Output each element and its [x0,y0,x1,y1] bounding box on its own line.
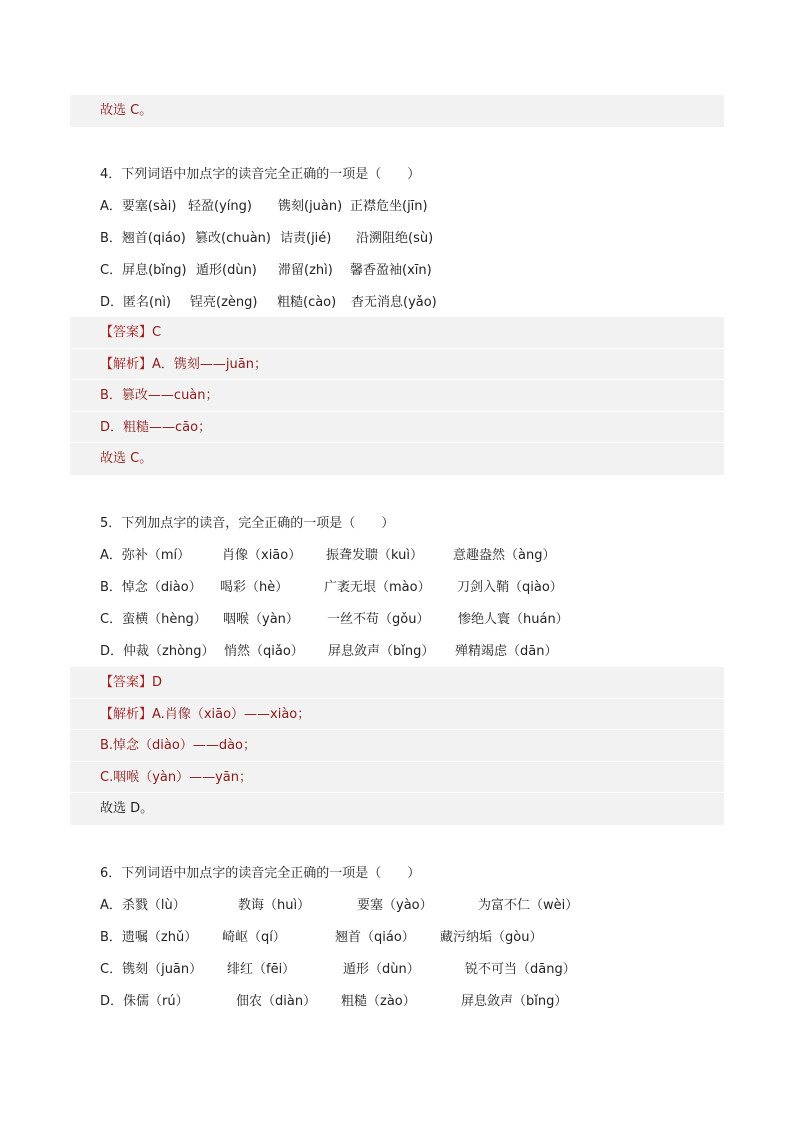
answer-value: C [152,325,162,340]
option-term: 翘首（qiáo） [335,930,415,945]
option-c [100,261,740,293]
option-term: B．翘首(qiáo) [100,231,186,246]
option-term: 一丝不苟（gǒu） [327,612,430,627]
option-term: 锃亮(zèng) [190,295,258,310]
option-d [100,992,740,1024]
option-term: 佃农（diàn） [236,994,317,1009]
conclusion-line: 故选 D。 [100,801,154,816]
question-stem: 5．下列加点字的读音，完全正确的一项是（ ） [100,516,395,531]
option-term: A．要塞(sài) [100,199,177,214]
option-term: 悄然（qiǎo） [224,644,304,659]
option-term: B．悼念（diào） [100,580,202,595]
option-term: 遁形（dùn） [343,962,420,977]
option-term: A．杀戮（lù） [100,898,186,913]
option-term: 屏息敛声（bǐng） [328,644,435,659]
option-term: 要塞（yào） [357,898,433,913]
option-b [100,229,740,261]
option-term: A．弥补（mí） [100,548,191,563]
option-term: B．遗嘱（zhǔ） [100,930,198,945]
option-term: D．匿名(nì) [100,295,172,310]
option-b [100,928,740,960]
option-a [100,546,740,578]
analysis-line [70,349,724,381]
option-term: 遁形(dùn) [196,263,257,278]
answer-line [70,667,724,699]
option-term: 杳无消息(yǎo) [351,295,437,310]
question-6 [100,864,740,1024]
option-term: 滞留(zhì) [278,263,333,278]
option-term: 屏息敛声（bǐng） [461,994,568,1009]
answer-box-q5 [70,667,724,825]
option-term: D．仲裁（zhòng） [100,644,215,659]
answer-line [70,317,724,349]
option-term: 绯红（fēi） [227,962,296,977]
conclusion-line: 故选 C。 [100,451,153,466]
analysis-line: D．粗糙——cāo； [70,412,724,444]
option-term: 刀剑入鞘（qiào） [457,580,563,595]
option-term: 喝彩（hè） [220,580,289,595]
option-term: 粗糙(cào) [277,295,337,310]
option-term: 意趣盎然（àng） [453,548,556,563]
option-term: C．镌刻（juān） [100,962,203,977]
question-4 [100,165,740,325]
option-term: 教诲（huì） [238,898,311,913]
option-c [100,960,740,992]
question-5 [100,514,740,674]
analysis-line: B.悼念（diào）——dào； [70,730,724,762]
answer-tag: 【答案】 [100,675,153,690]
option-term: 为富不仁（wèi） [478,898,579,913]
option-term: C．屏息(bǐng) [100,263,187,278]
option-term: 正襟危坐(jīn) [350,199,428,214]
analysis-line [70,699,724,731]
analysis-line: B．篡改——cuàn； [70,380,724,412]
question-stem: 6．下列词语中加点字的读音完全正确的一项是（ ） [100,866,421,881]
answer-box-prev [70,95,724,127]
option-term: 锐不可当（dāng） [465,962,576,977]
answer-tag: 【答案】 [100,325,153,340]
option-a [100,197,740,229]
answer-value: D [152,675,163,690]
option-term: C．蛮横（hèng） [100,612,207,627]
conclusion-line: 故选 C。 [100,103,153,118]
answer-box-q4 [70,317,724,475]
analysis-text: A．镌刻——juān； [152,356,267,372]
option-term: 惨绝人寰（huán） [458,612,569,627]
option-term: 殚精竭虑（dān） [455,644,558,659]
analysis-line: C.咽喉（yàn）——yān； [70,762,724,794]
analysis-tag: 【解析】 [100,356,153,372]
option-b [100,578,740,610]
option-term: 轻盈(yíng) [188,199,252,214]
question-stem: 4．下列词语中加点字的读音完全正确的一项是（ ） [100,167,421,182]
option-term: 振聋发聩（kuì） [326,548,423,563]
option-term: 肖像（xiāo） [222,548,302,563]
option-term: 崎岖（qí） [222,930,286,945]
option-term: 藏污纳垢（gòu） [440,930,543,945]
option-a [100,896,740,928]
analysis-text: A.肖像（xiāo）——xiào； [152,706,311,722]
option-term: 沿溯阻绝(sù) [356,231,434,246]
option-term: 咽喉（yàn） [223,612,299,627]
option-term: 粗糙（zào） [341,994,416,1009]
option-term: 诘责(jié) [280,231,332,246]
option-term: 馨香盈袖(xīn) [350,263,432,278]
option-term: 镌刻(juàn) [278,199,343,214]
option-term: 篡改(chuàn) [195,231,271,246]
option-term: 广袤无垠（mào） [324,580,431,595]
option-c [100,610,740,642]
analysis-tag: 【解析】 [100,706,153,722]
option-term: D．侏儒（rú） [100,994,189,1009]
